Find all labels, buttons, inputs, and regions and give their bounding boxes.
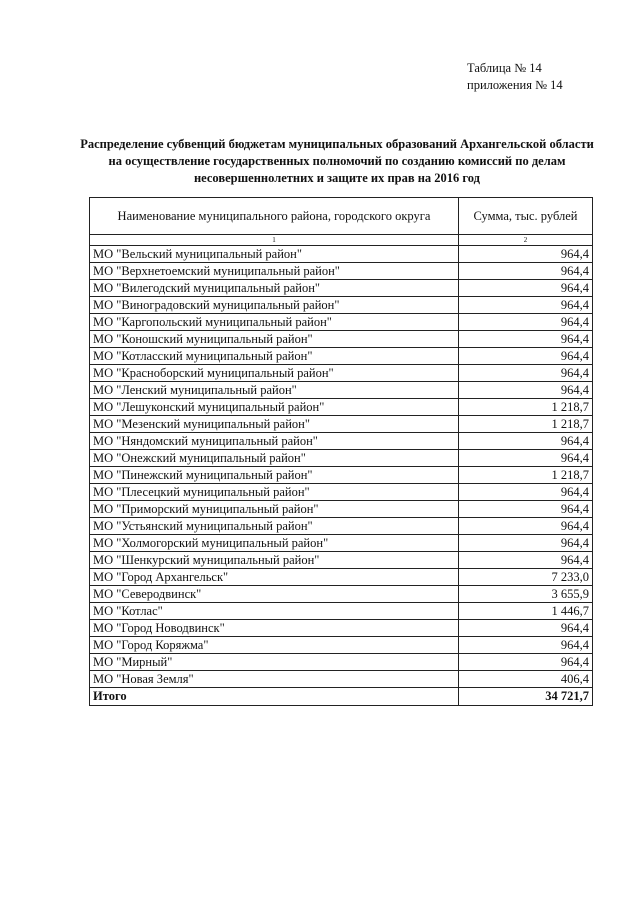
subvention-sum: 1 446,7 [459,603,593,620]
municipality-name: МО "Северодвинск" [90,586,459,603]
column-number-row [90,235,593,246]
municipality-name: МО "Котласский муниципальный район" [90,348,459,365]
table-row [90,654,593,671]
subvention-table [89,197,593,706]
subvention-sum: 964,4 [459,433,593,450]
municipality-name: МО "Онежский муниципальный район" [90,450,459,467]
table-row [90,399,593,416]
table-row [90,620,593,637]
municipality-name: МО "Лешуконский муниципальный район" [90,399,459,416]
subvention-sum: 1 218,7 [459,399,593,416]
municipality-name: МО "Город Новодвинск" [90,620,459,637]
subvention-sum: 964,4 [459,484,593,501]
column-number-2: 2 [459,235,593,246]
table-row [90,331,593,348]
table-body [90,246,593,688]
total-row [90,688,593,706]
municipality-name: МО "Коношский муниципальный район" [90,331,459,348]
annex-table-number: Таблица № 14 [467,61,542,75]
subvention-sum: 964,4 [459,450,593,467]
table-row [90,314,593,331]
municipality-name: МО "Вилегодский муниципальный район" [90,280,459,297]
subvention-sum: 964,4 [459,552,593,569]
municipality-name: МО "Шенкурский муниципальный район" [90,552,459,569]
municipality-name: МО "Приморский муниципальный район" [90,501,459,518]
table-row [90,552,593,569]
table-row [90,246,593,263]
table-row [90,365,593,382]
table-row [90,348,593,365]
subvention-sum: 964,4 [459,280,593,297]
table-row [90,501,593,518]
table-row [90,297,593,314]
subvention-sum: 406,4 [459,671,593,688]
municipality-name: МО "Котлас" [90,603,459,620]
municipality-name: МО "Красноборский муниципальный район" [90,365,459,382]
table-header-row [90,198,593,235]
municipality-name: МО "Верхнетоемский муниципальный район" [90,263,459,280]
subvention-sum: 1 218,7 [459,467,593,484]
table-row [90,535,593,552]
municipality-name: МО "Мирный" [90,654,459,671]
header-municipality: Наименование муниципального района, городского округа [90,198,459,235]
subvention-sum: 964,4 [459,535,593,552]
subvention-sum: 964,4 [459,620,593,637]
municipality-name: МО "Ленский муниципальный район" [90,382,459,399]
municipality-name: МО "Няндомский муниципальный район" [90,433,459,450]
table-row [90,263,593,280]
municipality-name: МО "Виноградовский муниципальный район" [90,297,459,314]
subvention-sum: 964,4 [459,348,593,365]
table-row [90,603,593,620]
municipality-name: МО "Мезенский муниципальный район" [90,416,459,433]
annex-reference [467,60,563,94]
subvention-sum: 3 655,9 [459,586,593,603]
municipality-name: МО "Холмогорский муниципальный район" [90,535,459,552]
subvention-sum: 964,4 [459,654,593,671]
total-label: Итого [90,688,459,706]
document-title: Распределение субвенций бюджетам муниципальных образований Архангельской области на осуществление государственных полномочий по созданию комиссий по делам несовершеннолетних и защите их прав на 2016 год [80,137,594,185]
municipality-name: МО "Каргопольский муниципальный район" [90,314,459,331]
table-row [90,416,593,433]
municipality-name: МО "Устьянский муниципальный район" [90,518,459,535]
subvention-sum: 964,4 [459,331,593,348]
subvention-sum: 964,4 [459,382,593,399]
table-row [90,637,593,654]
table-row [90,518,593,535]
municipality-name: МО "Плесецкий муниципальный район" [90,484,459,501]
subvention-sum: 1 218,7 [459,416,593,433]
total-sum: 34 721,7 [459,688,593,706]
table-row [90,450,593,467]
subvention-sum: 964,4 [459,246,593,263]
table-row [90,433,593,450]
table-row [90,484,593,501]
subvention-sum: 964,4 [459,297,593,314]
municipality-name: МО "Новая Земля" [90,671,459,688]
table-row [90,382,593,399]
subvention-sum: 964,4 [459,501,593,518]
table-row [90,586,593,603]
annex-appendix-number: приложения № 14 [467,78,563,92]
table-row [90,671,593,688]
subvention-sum: 964,4 [459,518,593,535]
subvention-sum: 7 233,0 [459,569,593,586]
subvention-sum: 964,4 [459,637,593,654]
column-number-1: 1 [90,235,459,246]
table-row [90,280,593,297]
municipality-name: МО "Город Коряжма" [90,637,459,654]
municipality-name: МО "Вельский муниципальный район" [90,246,459,263]
header-sum: Сумма, тыс. рублей [459,198,593,235]
table-row [90,569,593,586]
subvention-sum: 964,4 [459,263,593,280]
table-row [90,467,593,484]
subvention-sum: 964,4 [459,314,593,331]
municipality-name: МО "Город Архангельск" [90,569,459,586]
subvention-sum: 964,4 [459,365,593,382]
municipality-name: МО "Пинежский муниципальный район" [90,467,459,484]
